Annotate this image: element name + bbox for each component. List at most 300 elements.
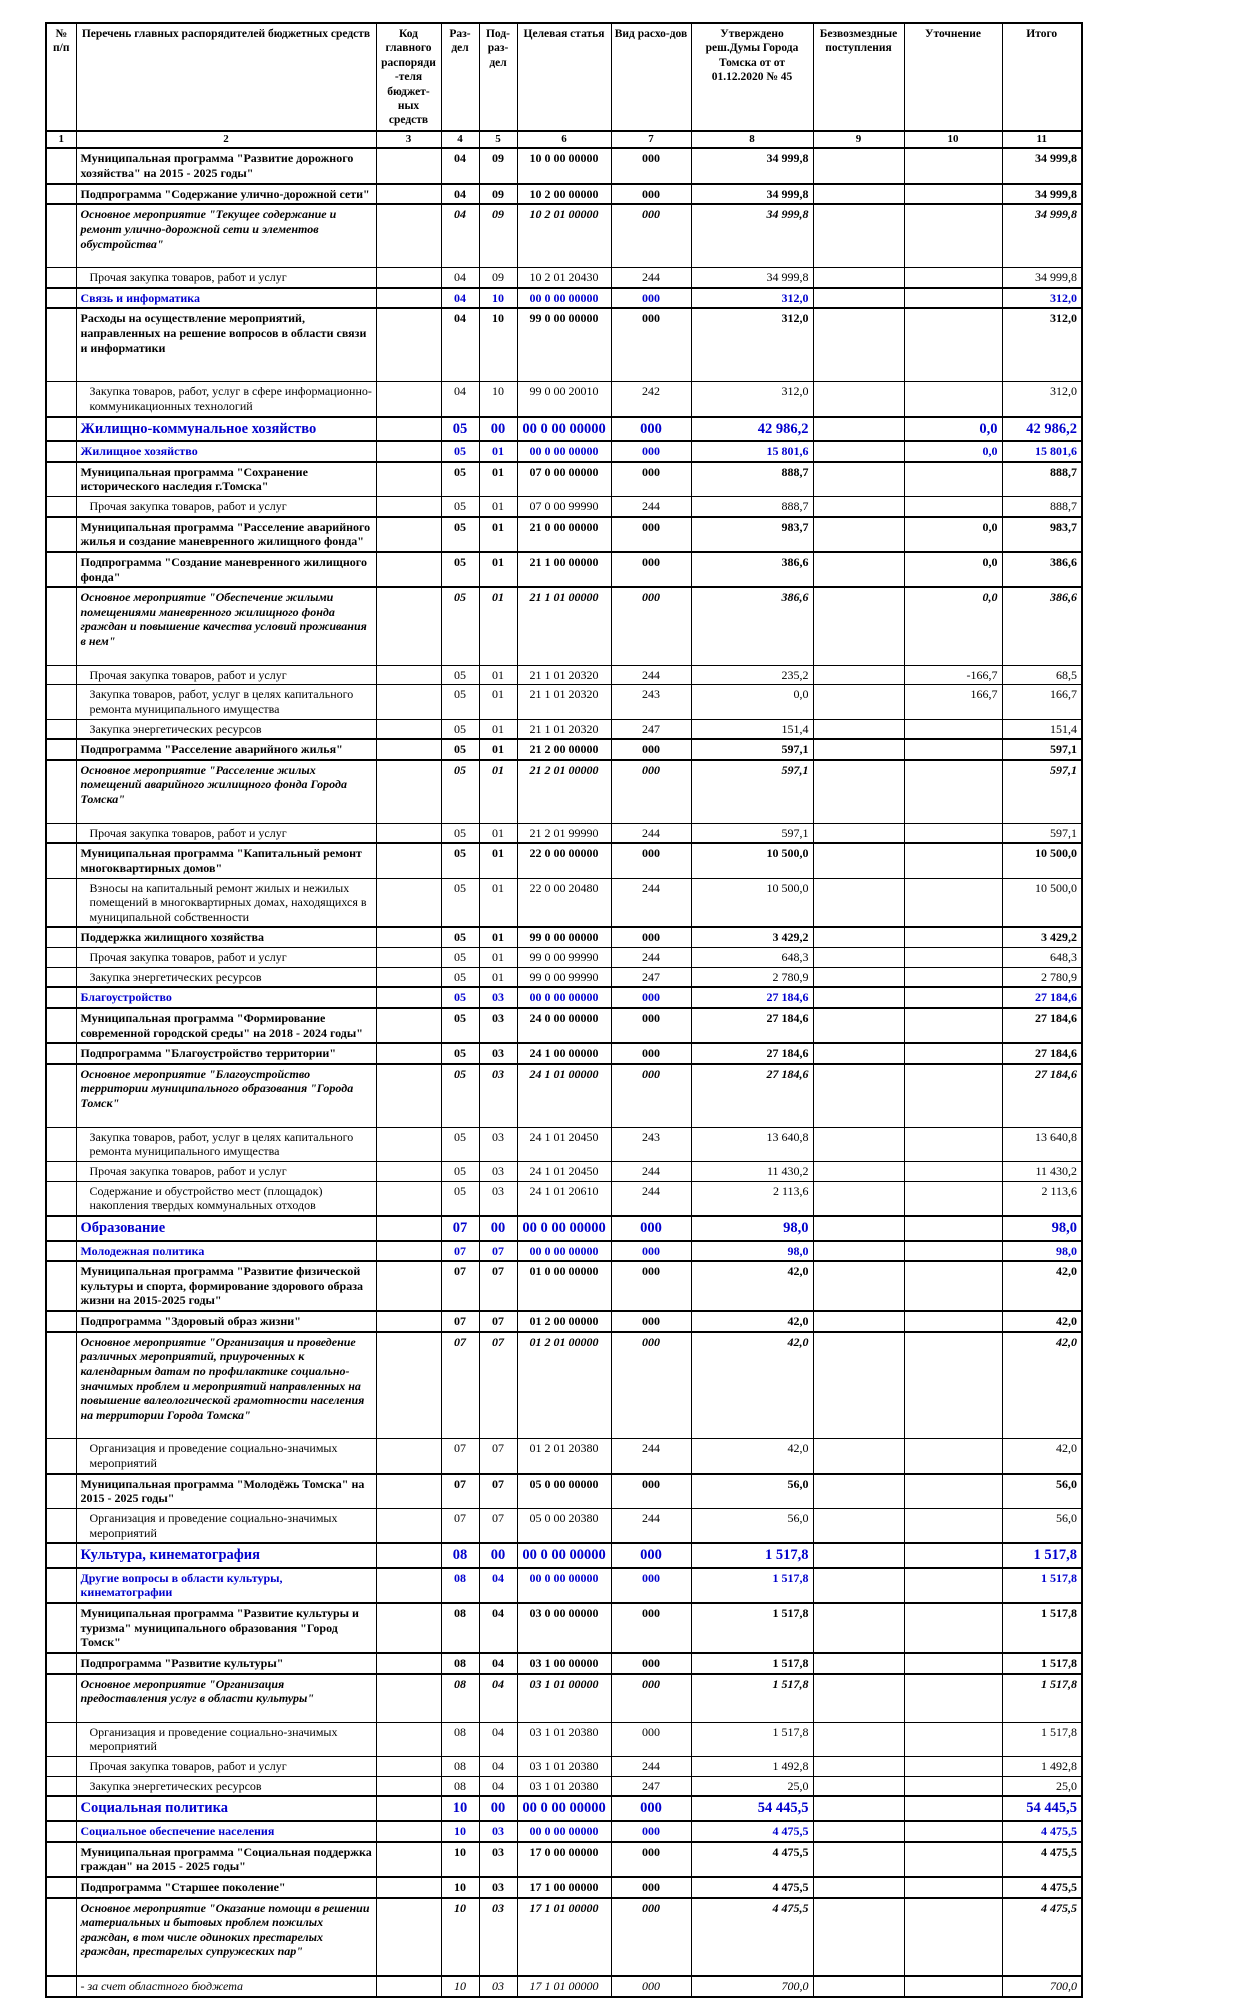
row-podrazdel-cell: 03 <box>479 1976 517 1997</box>
row-grants-cell <box>813 441 904 462</box>
col-header-vid: Вид расхо-дов <box>611 23 691 131</box>
row-grants-cell <box>813 1674 904 1723</box>
row-approved-cell: 983,7 <box>691 517 813 552</box>
row-total-cell: 2 780,9 <box>1002 967 1082 987</box>
row-target-article-cell: 05 0 00 00000 <box>517 1474 611 1509</box>
row-vid-cell: 000 <box>611 927 691 947</box>
row-number-cell <box>46 382 76 417</box>
row-number-cell <box>46 148 76 183</box>
row-podrazdel-cell: 04 <box>479 1568 517 1603</box>
row-adjust-cell <box>904 878 1002 927</box>
row-adjust-cell <box>904 927 1002 947</box>
row-vid-cell: 000 <box>611 739 691 760</box>
row-total-cell: 15 801,6 <box>1002 441 1082 462</box>
row-total-cell: 312,0 <box>1002 308 1082 381</box>
row-code-cell <box>376 719 441 739</box>
table-row <box>46 587 1082 665</box>
col-header-num: № п/п <box>46 23 76 131</box>
table-row <box>46 1241 1082 1262</box>
row-code-cell <box>376 587 441 665</box>
row-total-cell: 4 475,5 <box>1002 1877 1082 1898</box>
row-code-cell <box>376 1216 441 1241</box>
row-approved-cell: 34 999,8 <box>691 204 813 267</box>
row-number-cell <box>46 1064 76 1127</box>
row-approved-cell: 56,0 <box>691 1508 813 1543</box>
row-grants-cell <box>813 148 904 183</box>
row-podrazdel-cell: 01 <box>479 552 517 587</box>
row-approved-cell: 888,7 <box>691 497 813 517</box>
row-total-cell: 56,0 <box>1002 1474 1082 1509</box>
row-podrazdel-cell: 03 <box>479 1181 517 1216</box>
row-grants-cell <box>813 760 904 823</box>
table-row <box>46 1898 1082 1977</box>
row-vid-cell: 000 <box>611 1976 691 1997</box>
row-adjust-cell <box>904 382 1002 417</box>
row-adjust-cell <box>904 1898 1002 1977</box>
col-number: 7 <box>611 131 691 149</box>
row-grants-cell <box>813 665 904 685</box>
table-row <box>46 184 1082 205</box>
row-vid-cell: 244 <box>611 268 691 288</box>
row-podrazdel-cell: 01 <box>479 441 517 462</box>
row-vid-cell: 000 <box>611 587 691 665</box>
row-name-cell: Расходы на осуществление мероприятий, направленных на решение вопросов в области связи и информатики <box>76 308 376 381</box>
row-podrazdel-cell: 03 <box>479 1043 517 1064</box>
row-number-cell <box>46 760 76 823</box>
row-adjust-cell <box>904 1181 1002 1216</box>
row-grants-cell <box>813 268 904 288</box>
col-header-podrazdel: Под-раз-дел <box>479 23 517 131</box>
row-adjust-cell: 166,7 <box>904 685 1002 719</box>
table-row <box>46 1181 1082 1216</box>
row-name-cell: Подпрограмма "Развитие культуры" <box>76 1653 376 1674</box>
table-row <box>46 1161 1082 1181</box>
row-target-article-cell: 03 1 00 00000 <box>517 1653 611 1674</box>
row-podrazdel-cell: 01 <box>479 760 517 823</box>
row-name-cell: Подпрограмма "Создание маневренного жилищного фонда" <box>76 552 376 587</box>
row-number-cell <box>46 685 76 719</box>
row-grants-cell <box>813 382 904 417</box>
row-adjust-cell <box>904 1311 1002 1332</box>
row-name-cell: Связь и информатика <box>76 288 376 309</box>
row-name-cell: Основное мероприятие "Текущее содержание и ремонт улично-дорожной сети и элементов обустройства" <box>76 204 376 267</box>
row-vid-cell: 000 <box>611 1474 691 1509</box>
row-total-cell: 597,1 <box>1002 739 1082 760</box>
row-adjust-cell <box>904 462 1002 497</box>
row-vid-cell: 000 <box>611 552 691 587</box>
row-razdel-cell: 04 <box>441 148 479 183</box>
row-target-article-cell: 10 2 01 00000 <box>517 204 611 267</box>
row-vid-cell: 000 <box>611 760 691 823</box>
row-number-cell <box>46 1674 76 1723</box>
row-target-article-cell: 00 0 00 00000 <box>517 1543 611 1568</box>
row-target-article-cell: 07 0 00 00000 <box>517 462 611 497</box>
row-total-cell: 386,6 <box>1002 587 1082 665</box>
table-row <box>46 308 1082 381</box>
row-name-cell: Прочая закупка товаров, работ и услуг <box>76 948 376 968</box>
table-row <box>46 719 1082 739</box>
table-row <box>46 148 1082 183</box>
row-adjust-cell <box>904 1241 1002 1262</box>
row-number-cell <box>46 1842 76 1877</box>
row-adjust-cell <box>904 823 1002 843</box>
row-code-cell <box>376 1261 441 1311</box>
row-approved-cell: 27 184,6 <box>691 1008 813 1043</box>
table-row <box>46 497 1082 517</box>
row-razdel-cell: 05 <box>441 739 479 760</box>
row-number-cell <box>46 587 76 665</box>
row-approved-cell: 1 517,8 <box>691 1674 813 1723</box>
row-approved-cell: 98,0 <box>691 1241 813 1262</box>
row-approved-cell: 386,6 <box>691 552 813 587</box>
row-razdel-cell: 05 <box>441 1127 479 1161</box>
row-name-cell: Муниципальная программа "Социальная поддержка граждан" на 2015 - 2025 годы" <box>76 1842 376 1877</box>
row-code-cell <box>376 1776 441 1796</box>
row-target-article-cell: 21 2 01 00000 <box>517 760 611 823</box>
row-grants-cell <box>813 587 904 665</box>
row-total-cell: 27 184,6 <box>1002 1064 1082 1127</box>
col-number: 8 <box>691 131 813 149</box>
row-number-cell <box>46 462 76 497</box>
row-name-cell: Муниципальная программа "Развитие физической культуры и спорта, формирование здорового образа жизни на 2015-2025 годы" <box>76 1261 376 1311</box>
row-razdel-cell: 05 <box>441 719 479 739</box>
row-razdel-cell: 08 <box>441 1757 479 1777</box>
col-number: 9 <box>813 131 904 149</box>
row-grants-cell <box>813 1603 904 1653</box>
table-row <box>46 1877 1082 1898</box>
row-adjust-cell <box>904 1508 1002 1543</box>
row-target-article-cell: 21 1 01 20320 <box>517 685 611 719</box>
col-number: 3 <box>376 131 441 149</box>
row-target-article-cell: 21 1 00 00000 <box>517 552 611 587</box>
row-podrazdel-cell: 09 <box>479 204 517 267</box>
table-row <box>46 268 1082 288</box>
row-razdel-cell: 10 <box>441 1898 479 1977</box>
row-total-cell: 10 500,0 <box>1002 843 1082 878</box>
row-total-cell: 11 430,2 <box>1002 1161 1082 1181</box>
row-approved-cell: 1 517,8 <box>691 1568 813 1603</box>
table-row <box>46 843 1082 878</box>
row-approved-cell: 4 475,5 <box>691 1898 813 1977</box>
row-adjust-cell: 0,0 <box>904 587 1002 665</box>
row-number-cell <box>46 1008 76 1043</box>
row-podrazdel-cell: 01 <box>479 843 517 878</box>
row-adjust-cell <box>904 967 1002 987</box>
col-number: 11 <box>1002 131 1082 149</box>
row-grants-cell <box>813 1439 904 1474</box>
row-total-cell: 1 492,8 <box>1002 1757 1082 1777</box>
row-grants-cell <box>813 1161 904 1181</box>
row-name-cell: Прочая закупка товаров, работ и услуг <box>76 1757 376 1777</box>
row-grants-cell <box>813 1796 904 1821</box>
row-name-cell: Муниципальная программа "Развитие дорожного хозяйства" на 2015 - 2025 годы" <box>76 148 376 183</box>
row-podrazdel-cell: 03 <box>479 1008 517 1043</box>
row-vid-cell: 000 <box>611 288 691 309</box>
row-razdel-cell: 08 <box>441 1653 479 1674</box>
row-approved-cell: 1 517,8 <box>691 1653 813 1674</box>
row-name-cell: Подпрограмма "Содержание улично-дорожной сети" <box>76 184 376 205</box>
row-razdel-cell: 05 <box>441 1008 479 1043</box>
table-row <box>46 462 1082 497</box>
row-vid-cell: 244 <box>611 878 691 927</box>
row-vid-cell: 000 <box>611 1898 691 1977</box>
row-number-cell <box>46 1311 76 1332</box>
row-target-article-cell: 01 2 01 20380 <box>517 1439 611 1474</box>
row-podrazdel-cell: 04 <box>479 1603 517 1653</box>
row-code-cell <box>376 184 441 205</box>
header-row <box>46 23 1082 131</box>
row-code-cell <box>376 948 441 968</box>
row-total-cell: 98,0 <box>1002 1216 1082 1241</box>
col-number: 5 <box>479 131 517 149</box>
row-vid-cell: 000 <box>611 1332 691 1439</box>
row-grants-cell <box>813 1821 904 1842</box>
row-vid-cell: 244 <box>611 1161 691 1181</box>
row-adjust-cell <box>904 1842 1002 1877</box>
row-podrazdel-cell: 01 <box>479 878 517 927</box>
row-adjust-cell <box>904 1976 1002 1997</box>
row-adjust-cell <box>904 1008 1002 1043</box>
row-number-cell <box>46 184 76 205</box>
row-target-article-cell: 00 0 00 00000 <box>517 987 611 1008</box>
row-total-cell: 56,0 <box>1002 1508 1082 1543</box>
col-header-razdel: Раз-дел <box>441 23 479 131</box>
row-grants-cell <box>813 1216 904 1241</box>
row-approved-cell: 98,0 <box>691 1216 813 1241</box>
row-approved-cell: 10 500,0 <box>691 843 813 878</box>
row-adjust-cell <box>904 1877 1002 1898</box>
row-name-cell: Закупка энергетических ресурсов <box>76 967 376 987</box>
row-approved-cell: 2 780,9 <box>691 967 813 987</box>
row-vid-cell: 000 <box>611 1261 691 1311</box>
row-code-cell <box>376 1241 441 1262</box>
row-approved-cell: 597,1 <box>691 739 813 760</box>
row-vid-cell: 000 <box>611 1008 691 1043</box>
row-target-article-cell: 10 2 00 00000 <box>517 184 611 205</box>
row-code-cell <box>376 967 441 987</box>
row-podrazdel-cell: 01 <box>479 948 517 968</box>
row-number-cell <box>46 1722 76 1756</box>
table-row <box>46 1261 1082 1311</box>
row-approved-cell: 1 517,8 <box>691 1722 813 1756</box>
row-vid-cell: 000 <box>611 1821 691 1842</box>
row-razdel-cell: 05 <box>441 1064 479 1127</box>
row-adjust-cell <box>904 739 1002 760</box>
row-total-cell: 312,0 <box>1002 288 1082 309</box>
row-code-cell <box>376 1757 441 1777</box>
row-name-cell: Закупка товаров, работ, услуг в целях капитального ремонта муниципального имущества <box>76 685 376 719</box>
row-name-cell: Муниципальная программа "Сохранение исторического наследия г.Томска" <box>76 462 376 497</box>
table-row <box>46 204 1082 267</box>
row-approved-cell: 54 445,5 <box>691 1796 813 1821</box>
row-approved-cell: 27 184,6 <box>691 1043 813 1064</box>
row-total-cell: 4 475,5 <box>1002 1842 1082 1877</box>
row-podrazdel-cell: 01 <box>479 927 517 947</box>
row-razdel-cell: 07 <box>441 1241 479 1262</box>
row-adjust-cell <box>904 308 1002 381</box>
table-row <box>46 987 1082 1008</box>
row-podrazdel-cell: 00 <box>479 1796 517 1821</box>
row-podrazdel-cell: 03 <box>479 987 517 1008</box>
row-vid-cell: 244 <box>611 497 691 517</box>
table-row <box>46 1311 1082 1332</box>
row-adjust-cell <box>904 1332 1002 1439</box>
row-adjust-cell <box>904 184 1002 205</box>
row-code-cell <box>376 760 441 823</box>
row-podrazdel-cell: 07 <box>479 1474 517 1509</box>
row-code-cell <box>376 843 441 878</box>
table-row <box>46 948 1082 968</box>
col-number: 1 <box>46 131 76 149</box>
row-razdel-cell: 04 <box>441 382 479 417</box>
row-target-article-cell: 24 0 00 00000 <box>517 1008 611 1043</box>
row-podrazdel-cell: 01 <box>479 665 517 685</box>
row-grants-cell <box>813 1064 904 1127</box>
row-vid-cell: 244 <box>611 1439 691 1474</box>
row-name-cell: Муниципальная программа "Формирование современной городской среды" на 2018 - 2024 годы" <box>76 1008 376 1043</box>
row-total-cell: 166,7 <box>1002 685 1082 719</box>
row-grants-cell <box>813 1474 904 1509</box>
row-code-cell <box>376 1877 441 1898</box>
row-number-cell <box>46 268 76 288</box>
row-code-cell <box>376 517 441 552</box>
row-approved-cell: 10 500,0 <box>691 878 813 927</box>
row-number-cell <box>46 417 76 442</box>
row-number-cell <box>46 948 76 968</box>
row-number-cell <box>46 878 76 927</box>
row-target-article-cell: 01 0 00 00000 <box>517 1261 611 1311</box>
row-name-cell: Закупка энергетических ресурсов <box>76 1776 376 1796</box>
row-total-cell: 10 500,0 <box>1002 878 1082 927</box>
row-adjust-cell <box>904 1722 1002 1756</box>
col-header-approved: Утверждено реш.Думы Города Томска от от 01.12.2020 № 45 <box>691 23 813 131</box>
row-number-cell <box>46 967 76 987</box>
table-row <box>46 1216 1082 1241</box>
row-code-cell <box>376 823 441 843</box>
row-grants-cell <box>813 497 904 517</box>
row-podrazdel-cell: 01 <box>479 462 517 497</box>
row-number-cell <box>46 843 76 878</box>
row-adjust-cell <box>904 1603 1002 1653</box>
row-name-cell: Подпрограмма "Старшее поколение" <box>76 1877 376 1898</box>
row-total-cell: 4 475,5 <box>1002 1821 1082 1842</box>
row-adjust-cell <box>904 1821 1002 1842</box>
table-row <box>46 517 1082 552</box>
row-razdel-cell: 05 <box>441 517 479 552</box>
row-name-cell: Взносы на капитальный ремонт жилых и нежилых помещений в многоквартирных домах, находящихся в муниципальной собственности <box>76 878 376 927</box>
row-number-cell <box>46 1508 76 1543</box>
row-name-cell: Прочая закупка товаров, работ и услуг <box>76 665 376 685</box>
row-vid-cell: 000 <box>611 517 691 552</box>
table-row <box>46 1674 1082 1723</box>
row-name-cell: Другие вопросы в области культуры, кинематографии <box>76 1568 376 1603</box>
row-approved-cell: 15 801,6 <box>691 441 813 462</box>
row-razdel-cell: 04 <box>441 204 479 267</box>
row-grants-cell <box>813 1776 904 1796</box>
row-code-cell <box>376 417 441 442</box>
row-target-article-cell: 00 0 00 00000 <box>517 1821 611 1842</box>
row-grants-cell <box>813 308 904 381</box>
table-row <box>46 967 1082 987</box>
row-total-cell: 888,7 <box>1002 462 1082 497</box>
row-razdel-cell: 08 <box>441 1674 479 1723</box>
row-adjust-cell <box>904 1439 1002 1474</box>
table-row <box>46 1064 1082 1127</box>
row-number-cell <box>46 1127 76 1161</box>
row-target-article-cell: 17 0 00 00000 <box>517 1842 611 1877</box>
row-adjust-cell <box>904 1568 1002 1603</box>
row-vid-cell: 244 <box>611 1508 691 1543</box>
row-grants-cell <box>813 1653 904 1674</box>
table-row <box>46 823 1082 843</box>
row-code-cell <box>376 441 441 462</box>
row-approved-cell: 27 184,6 <box>691 1064 813 1127</box>
row-approved-cell: 312,0 <box>691 288 813 309</box>
row-code-cell <box>376 987 441 1008</box>
row-name-cell: Прочая закупка товаров, работ и услуг <box>76 1161 376 1181</box>
col-header-grants: Безвозмездные поступления <box>813 23 904 131</box>
row-adjust-cell <box>904 760 1002 823</box>
table-row <box>46 1543 1082 1568</box>
row-number-cell <box>46 739 76 760</box>
row-code-cell <box>376 1311 441 1332</box>
row-razdel-cell: 04 <box>441 184 479 205</box>
row-vid-cell: 242 <box>611 382 691 417</box>
row-approved-cell: 25,0 <box>691 1776 813 1796</box>
row-target-article-cell: 00 0 00 00000 <box>517 1568 611 1603</box>
table-row <box>46 878 1082 927</box>
row-approved-cell: 34 999,8 <box>691 184 813 205</box>
row-vid-cell: 247 <box>611 719 691 739</box>
row-code-cell <box>376 1674 441 1723</box>
header-number-row <box>46 131 1082 149</box>
row-podrazdel-cell: 03 <box>479 1842 517 1877</box>
row-number-cell <box>46 308 76 381</box>
row-vid-cell: 000 <box>611 1877 691 1898</box>
table-row <box>46 1332 1082 1439</box>
row-grants-cell <box>813 552 904 587</box>
row-razdel-cell: 05 <box>441 1043 479 1064</box>
row-name-cell: Закупка энергетических ресурсов <box>76 719 376 739</box>
row-name-cell: Жилищно-коммунальное хозяйство <box>76 417 376 442</box>
row-grants-cell <box>813 1008 904 1043</box>
table-row <box>46 288 1082 309</box>
row-approved-cell: 42,0 <box>691 1311 813 1332</box>
row-number-cell <box>46 517 76 552</box>
row-target-article-cell: 05 0 00 20380 <box>517 1508 611 1543</box>
table-row <box>46 1603 1082 1653</box>
row-vid-cell: 243 <box>611 1127 691 1161</box>
row-podrazdel-cell: 03 <box>479 1161 517 1181</box>
row-target-article-cell: 21 0 00 00000 <box>517 517 611 552</box>
row-number-cell <box>46 1216 76 1241</box>
row-adjust-cell <box>904 948 1002 968</box>
row-vid-cell: 000 <box>611 1568 691 1603</box>
row-podrazdel-cell: 00 <box>479 417 517 442</box>
row-code-cell <box>376 204 441 267</box>
row-name-cell: Подпрограмма "Здоровый образ жизни" <box>76 1311 376 1332</box>
row-razdel-cell: 10 <box>441 1842 479 1877</box>
row-podrazdel-cell: 01 <box>479 719 517 739</box>
row-total-cell: 13 640,8 <box>1002 1127 1082 1161</box>
row-name-cell: Социальное обеспечение населения <box>76 1821 376 1842</box>
col-number: 2 <box>76 131 376 149</box>
row-code-cell <box>376 685 441 719</box>
row-code-cell <box>376 1008 441 1043</box>
row-target-article-cell: 24 1 00 00000 <box>517 1043 611 1064</box>
row-podrazdel-cell: 07 <box>479 1332 517 1439</box>
row-adjust-cell <box>904 1064 1002 1127</box>
